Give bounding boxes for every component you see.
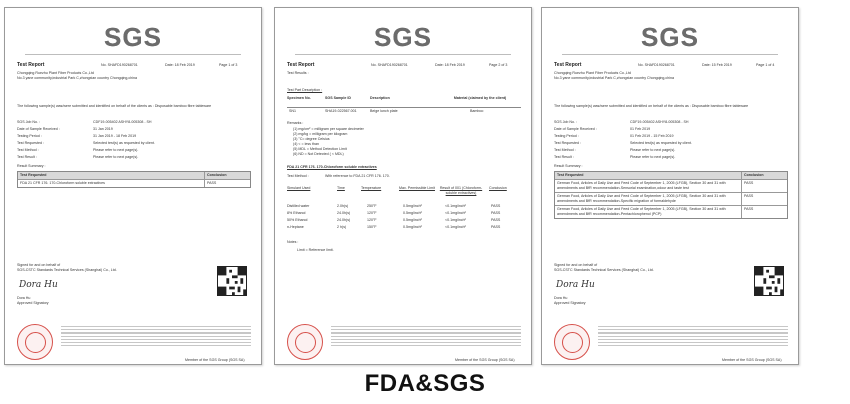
column-header: Time [337, 186, 345, 190]
table-cell: SN1 [289, 109, 296, 113]
field-label: Testing Period : [17, 134, 42, 138]
table-cell: FDA 21 CFR 176. 170-Chloroform soluble extractives [20, 181, 105, 185]
table-cell: 120°F [367, 211, 377, 215]
method-label: Test Method : [287, 174, 309, 178]
sgs-logo: SGS [104, 22, 162, 52]
report-date: Date: 18 Feb 2019 [435, 63, 465, 67]
table-divider [287, 107, 521, 108]
field-label: Date of Sample Received : [17, 127, 60, 131]
column-header: SGS Sample ID [325, 96, 351, 100]
sample-intro: The following sample(s) was/were submitted and identified on behalf of the clients as : Disposable bamboo fibre tableware [554, 104, 749, 108]
legal-fine-print [61, 326, 251, 348]
table-cell: PASS [204, 180, 250, 187]
caption-title: FDA&SGS [364, 370, 486, 397]
page-number: Page 1 of 3 [219, 63, 238, 67]
field-label: Date of Sample Received : [554, 127, 597, 131]
certification-stamp-icon [554, 324, 590, 360]
field-value: Please refer to next page(s). [630, 155, 676, 159]
field-value: Please refer to next page(s). [93, 155, 139, 159]
page-number: Page 1 of 4 [756, 63, 775, 67]
table-cell: 50% Ethanol [287, 218, 308, 222]
table-cell: PASS [741, 206, 787, 218]
column-header: Material (claimed by the client) [453, 96, 507, 100]
method-value: With reference to FDA 21 CFR 176. 170. [325, 174, 390, 178]
field-label: Test Requested : [17, 141, 44, 145]
footer-member: Member of the SGS Group (SGS SA) [722, 358, 782, 362]
field-value: 01 Feb 2019 - 15 Feb 2019 [630, 134, 674, 138]
field-value: Please refer to next page(s). [93, 148, 139, 152]
company-name: Chongqing Ruezhu Plant Fiber Products Co.,Ltd [554, 71, 631, 75]
field-value: 31 Jan 2019 [93, 127, 113, 131]
field-value: 01 Feb 2019 [630, 127, 651, 131]
company-address: No.3 yane community,industrial Park C,zhongxian country Chongqing,china [17, 76, 137, 80]
signature-image: Dora Hu [19, 280, 58, 290]
footer-member: Member of the SGS Group (SGS SA) [185, 358, 245, 362]
table-cell: 8% Ethanol [287, 211, 306, 215]
page-number: Page 2 of 3 [489, 63, 508, 67]
remark-item: (1) mg/cm² = milligram per square decimeter [293, 127, 364, 131]
signed-org: SGS-CSTC Standards Technical Services (Shanghai) Co., Ltd. [554, 268, 654, 272]
column-header: Simulant Used [287, 186, 311, 190]
field-label: Test Result : [17, 155, 37, 159]
column-header: Conclusion [741, 172, 787, 179]
field-label: Test Requested : [554, 141, 581, 145]
column-header: Description [370, 96, 390, 100]
sample-intro: The following sample(s) was/were submitted and identified on behalf of the clients as : Disposable bamboo fibre tableware [17, 104, 212, 108]
table-cell: 24.0h(s) [337, 218, 351, 222]
signed-org: SGS-CSTC Standards Technical Services (Shanghai) Co., Ltd. [17, 268, 117, 272]
field-value: CDF19-005402 ASHY8-005308 - SH [630, 120, 689, 124]
column-header: Conclusion [204, 172, 250, 179]
table-cell: 250°F [367, 204, 377, 208]
remark-item: (2) mg/kg = milligram per kilogram [293, 132, 348, 136]
legal-fine-print [598, 326, 788, 348]
table-cell: PASS [491, 211, 501, 215]
field-label: Test Method : [554, 148, 576, 152]
report-number: No. SHAFD190268701 [638, 63, 675, 67]
signed-for: Signed for and on behalf of [554, 263, 598, 267]
remark-item: (5) MDL = Method Detection Limit [293, 147, 347, 151]
table-row [555, 205, 787, 218]
remark-item: (3) °C= degree Celsius [293, 137, 330, 141]
section-title: FDA 21 CFR 176. 170-Chloroform soluble extractives [287, 165, 377, 169]
table-row [555, 179, 787, 192]
table-cell: <0.1mg/inch² [445, 225, 466, 229]
field-value: Selected test(s) as requested by client. [630, 141, 692, 145]
report-title: Test Report [554, 62, 582, 68]
remark-item: (4) < = less than [293, 142, 319, 146]
table-cell: <0.1mg/inch² [445, 218, 466, 222]
table-row [555, 192, 787, 205]
report-page-2 [274, 7, 532, 365]
column-header: Result of 001 (Chloroform-soluble extractives) [439, 186, 483, 195]
table-cell: 0.5mg/inch² [403, 204, 422, 208]
report-date: Date: 18 Feb 2019 [165, 63, 195, 67]
table-cell: <0.1mg/inch² [445, 211, 466, 215]
table-cell: German Food, Articles of Daily Use and Feed Code of September 1, 2005 (LFGB), Section 30 and 31 with amendments and BfR recommendation-Specific migration of formaldehyde [557, 194, 726, 203]
report-date: Date: 15 Feb 2019 [702, 63, 732, 67]
table-cell: 2.0h(s) [337, 204, 349, 208]
legal-fine-print [331, 326, 521, 348]
report-number: No. SHAFD190268701 [371, 63, 408, 67]
table-cell: <0.1mg/inch² [445, 204, 466, 208]
logo-divider [562, 54, 777, 55]
summary-table [17, 171, 251, 188]
company-address: No.3 yane community,industrial Park C,zhongxian country Chongqing,china [554, 76, 674, 80]
part-description-label: Test Part Description : [287, 88, 323, 92]
table-cell: 0.5mg/inch² [403, 218, 422, 222]
field-value: Selected test(s) as requested by client. [93, 141, 155, 145]
field-label: SGS Job No. : [554, 120, 577, 124]
table-cell: SHA19-022567.001 [325, 109, 357, 113]
test-results-label: Test Results : [287, 71, 309, 75]
table-cell: 24.0h(s) [337, 211, 351, 215]
signature-image: Dora Hu [556, 280, 595, 290]
column-header: Test Requested [20, 173, 47, 177]
signed-for: Signed for and on behalf of [17, 263, 61, 267]
table-cell: PASS [491, 204, 501, 208]
column-header: Specimen No. [287, 96, 311, 100]
table-cell: German Food, Articles of Daily Use and Feed Code of September 1, 2005 (LFGB), Section 30 and 31 with amendments and BfR recommendation-Pentachlorophenol (PCP) [557, 207, 726, 216]
field-label: Testing Period : [554, 134, 579, 138]
field-value: Please refer to next page(s). [630, 148, 676, 152]
result-summary-label: Result Summary : [17, 164, 46, 168]
column-header: Temperature [361, 186, 382, 190]
summary-table [554, 171, 788, 219]
result-summary-label: Result Summary : [554, 164, 583, 168]
report-page-1 [4, 7, 262, 365]
column-header: Test Requested [557, 173, 584, 177]
table-header-row [555, 172, 787, 179]
sgs-logo: SGS [641, 22, 699, 52]
table-cell: PASS [741, 180, 787, 192]
table-cell: Bamboo [470, 109, 484, 113]
field-label: Test Result : [554, 155, 574, 159]
table-cell: 0.5mg/inch² [403, 211, 422, 215]
table-cell: 120°F [367, 218, 377, 222]
qr-code-icon [754, 266, 784, 296]
table-cell: PASS [491, 225, 501, 229]
remarks-label: Remarks : [287, 121, 304, 125]
table-cell: PASS [491, 218, 501, 222]
logo-divider [25, 54, 240, 55]
field-label: Test Method : [17, 148, 39, 152]
table-cell: German Food, Articles of Daily Use and Feed Code of September 1, 2005 (LFGB), Section 30 and 31 with amendments and BfR recommendation-Sensorial examination,odour and taste test [557, 181, 726, 190]
notes-value: Limit = Reference limit. [297, 248, 334, 252]
column-header: Max. Permissible Limit [399, 186, 435, 190]
signer-name: Dora Hu [17, 296, 31, 300]
field-value: 31 Jan 2019 - 18 Feb 2019 [93, 134, 137, 138]
footer-member: Member of the SGS Group (SGS SA) [455, 358, 515, 362]
table-cell: n-Heptane [287, 225, 304, 229]
table-cell: Distilled water [287, 204, 310, 208]
signer-title: Approved Signatory [17, 301, 49, 305]
report-title: Test Report [287, 62, 315, 68]
table-row [18, 179, 250, 187]
qr-code-icon [217, 266, 247, 296]
field-value: CDF19-005402 ASHY8-005308 - SH [93, 120, 152, 124]
field-label: SGS Job No. : [17, 120, 40, 124]
report-page-3 [541, 7, 799, 365]
signer-title: Approved Signatory [554, 301, 586, 305]
logo-divider [295, 54, 510, 55]
column-header: Conclusion [489, 186, 507, 190]
table-cell: 2 h(s) [337, 225, 347, 229]
table-cell: PASS [741, 193, 787, 205]
certification-stamp-icon [17, 324, 53, 360]
certification-stamp-icon [287, 324, 323, 360]
remark-item: (6) ND = Not Detected ( < MDL) [293, 152, 344, 156]
table-cell: Beige lunch plate [370, 109, 398, 113]
table-cell: 150°F [367, 225, 377, 229]
report-number: No. SHAFD190268701 [101, 63, 138, 67]
signer-name: Dora Hu [554, 296, 568, 300]
sgs-logo: SGS [374, 22, 432, 52]
report-title: Test Report [17, 62, 45, 68]
company-name: Chongqing Ruezhu Plant Fiber Products Co.,Ltd [17, 71, 94, 75]
notes-label: Notes : [287, 240, 299, 244]
table-cell: 0.5mg/inch² [403, 225, 422, 229]
table-header-row [18, 172, 250, 179]
